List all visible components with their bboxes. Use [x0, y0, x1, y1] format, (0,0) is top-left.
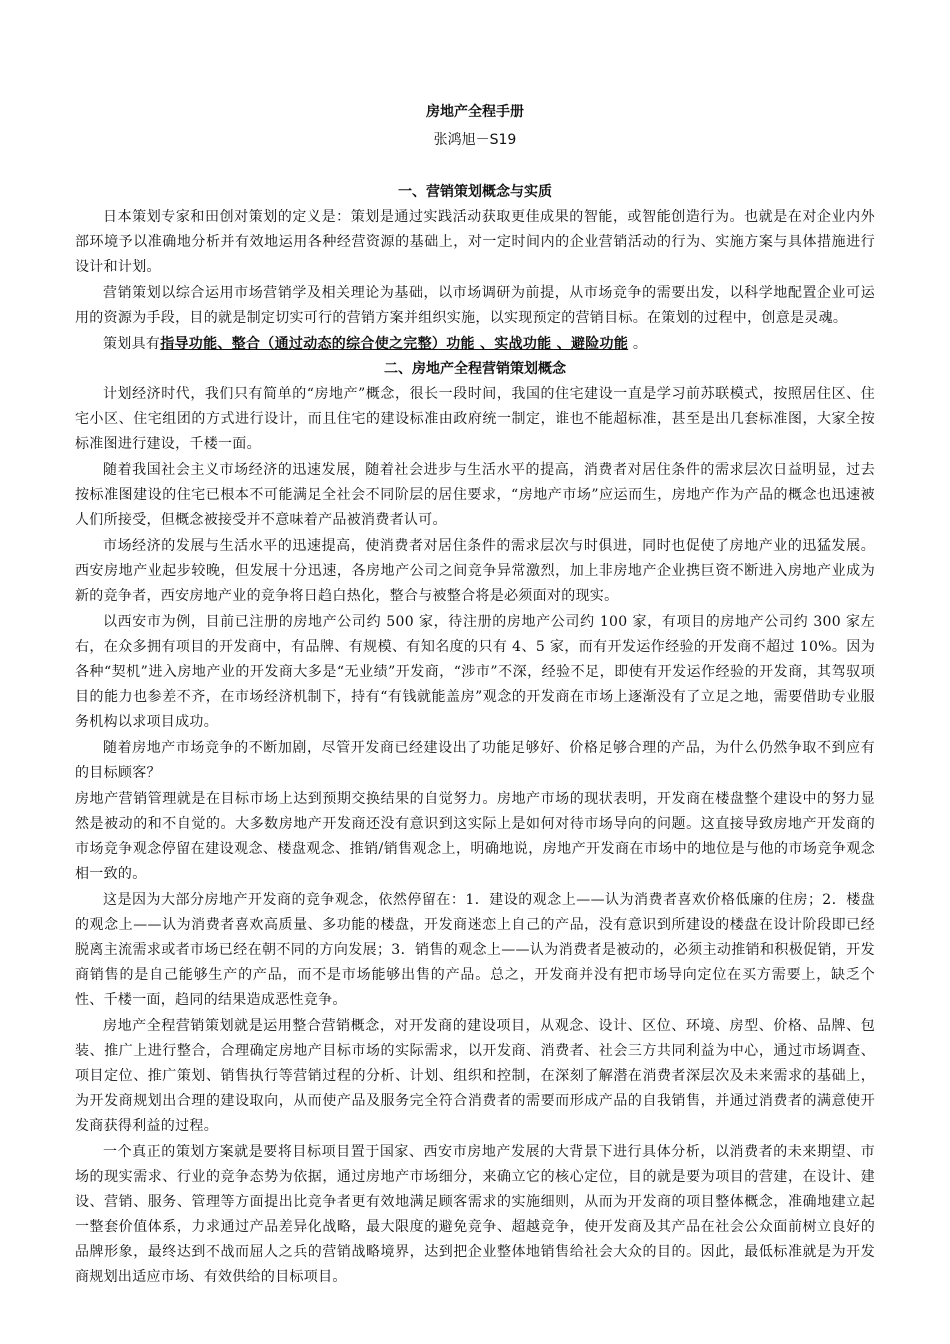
paragraph: 营销策划以综合运用市场营销学及相关理论为基础，以市场调研为前提，从市场竞争的需要出发，以科学地配置企业可运用的资源为手段，目的就是制定切实可行的营销方案并组织实施，以实现预定的营销目标。在策划的过程中，创意是灵魂。: [75, 285, 875, 326]
paragraph: 随着房地产市场竞争的不断加剧，尽管开发商已经建设出了功能足够好、价格足够合理的产品，为什么仍然争取不到应有的目标顾客？: [75, 740, 875, 781]
paragraph: 这是因为大部分房地产开发商的竞争观念，依然停留在：1．建设的观念上——认为消费者喜欢价格低廉的住房；2．楼盘的观念上——认为消费者喜欢高质量、多功能的楼盘，开发商迷恋上自己的产品，没有意识到所建设的楼盘在设计阶段即已经脱离主流需求或者市场已经在朝不同的方向发展；3．销售的观念上——认为消费者是被动的，必须主动推销和积极促销，开发商销售的是自己能够生产的产品，而不是市场能够出售的产品。总之，开发商并没有把市场导向定位在买方需要上，缺乏个性、千楼一面，趋同的结果造成恶性竞争。: [75, 892, 875, 1008]
functions-prefix: 策划具有: [103, 336, 161, 352]
section-heading-1: 一、营销策划概念与实质: [398, 184, 552, 200]
document-title: 房地产全程手册: [426, 104, 524, 120]
functions-suffix: 。: [628, 336, 648, 352]
paragraph: 以西安市为例，目前已注册的房地产公司约 500 家，待注册的房地产公司约 100 家，有项目的房地产公司约 300 家左右，在众多拥有项目的开发商中，有品牌、有规模、有知名度的只有 4、5 家，而有开发运作经验的开发商不超过 10%。因为各种“契机”进入房地产业的开发商大多是“无业绩”开发商，“涉市”不深，经验不足，即使有开发运作经验的开发商，其驾驭项目的能力也参差不齐，在市场经济机制下，持有“有钱就能盖房”观念的开发商在市场上逐渐没有了立足之地，需要借助专业服务机构以求项目成功。: [75, 614, 875, 730]
paragraph: 一个真正的策划方案就是要将目标项目置于国家、西安市房地产发展的大背景下进行具体分析，以消费者的未来期望、市场的现实需求、行业的竞争态势为依据，通过房地产市场细分，来确立它的核心定位，目的就是要为项目的营建，在设计、建设、营销、服务、管理等方面提出比竞争者更有效地满足顾客需求的实施细则，从而为开发商的项目整体概念，准确地建立起一整套价值体系，力求通过产品差异化战略，最大限度的避免竞争、超越竞争，使开发商及其产品在社会公众面前树立良好的品牌形象，最终达到不战而屈人之兵的营销战略境界，达到把企业整体地销售给社会大众的目的。因此，最低标准就是为开发商规划出适应市场、有效供给的目标项目。: [75, 1144, 875, 1285]
paragraph: 市场经济的发展与生活水平的迅速提高，使消费者对居住条件的需求层次与时俱进，同时也促使了房地产业的迅猛发展。西安房地产业起步较晚，但发展十分迅速，各房地产公司之间竞争异常激烈，加上非房地产企业携巨资不断进入房地产业成为新的竞争者，西安房地产业的竞争将日趋白热化，整合与被整合将是必须面对的现实。: [75, 538, 875, 604]
paragraph: 日本策划专家和田创对策划的定义是：策划是通过实践活动获取更佳成果的智能，或智能创造行为。也就是在对企业内外部环境予以准确地分析并有效地运用各种经营资源的基础上，对一定时间内的企业营销活动的行为、实施方案与具体措施进行设计和计划。: [75, 209, 875, 275]
paragraph: 房地产营销管理就是在目标市场上达到预期交换结果的自觉努力。房地产市场的现状表明，开发商在楼盘整个建设中的努力显然是被动的和不自觉的。大多数房地产开发商还没有意识到这实际上是如何对待市场导向的问题。这直接导致房地产开发商的市场竞争观念停留在建设观念、楼盘观念、推销/销售观念上，明确地说，房地产开发商在市场中的地位是与他的市场竞争观念相一致的。: [75, 791, 875, 882]
document-author: 张鸿旭－S19: [433, 132, 517, 148]
paragraph: 计划经济时代，我们只有简单的“房地产”概念，很长一段时间，我国的住宅建设一直是学习前苏联模式，按照居住区、住宅小区、住宅组团的方式进行设计，而且住宅的建设标准由政府统一制定，谁也不能超标准，甚至是出几套标准图，大家全按标准图进行建设，千楼一面。: [75, 386, 875, 452]
paragraph: 房地产全程营销策划就是运用整合营销概念，对开发商的建设项目，从观念、设计、区位、环境、房型、价格、品牌、包装、推广上进行整合，合理确定房地产目标市场的实际需求，以开发商、消费者、社会三方共同利益为中心，通过市场调查、项目定位、推广策划、销售执行等营销过程的分析、计划、组织和控制，在深刻了解潜在消费者深层次及未来需求的基础上，为开发商规划出合理的建设取向，从而使产品及服务完全符合消费者的需要而形成产品的自我销售，并通过消费者的满意使开发商获得利益的过程。: [75, 1018, 875, 1134]
paragraph: 随着我国社会主义市场经济的迅速发展，随着社会进步与生活水平的提高，消费者对居住条件的需求层次日益明显，过去按标准图建设的住宅已根本不可能满足全社会不同阶层的居住要求，“房地产市场”应运而生，房地产作为产品的概念也迅速被人们所接受，但概念被接受并不意味着产品被消费者认可。: [75, 462, 875, 528]
functions-list: 指导功能、整合（通过动态的综合使之完整）功能 、实战功能 、避险功能: [160, 336, 629, 352]
functions-line: [75, 332, 875, 357]
section-heading-2: 二、房地产全程营销策划概念: [384, 361, 566, 377]
